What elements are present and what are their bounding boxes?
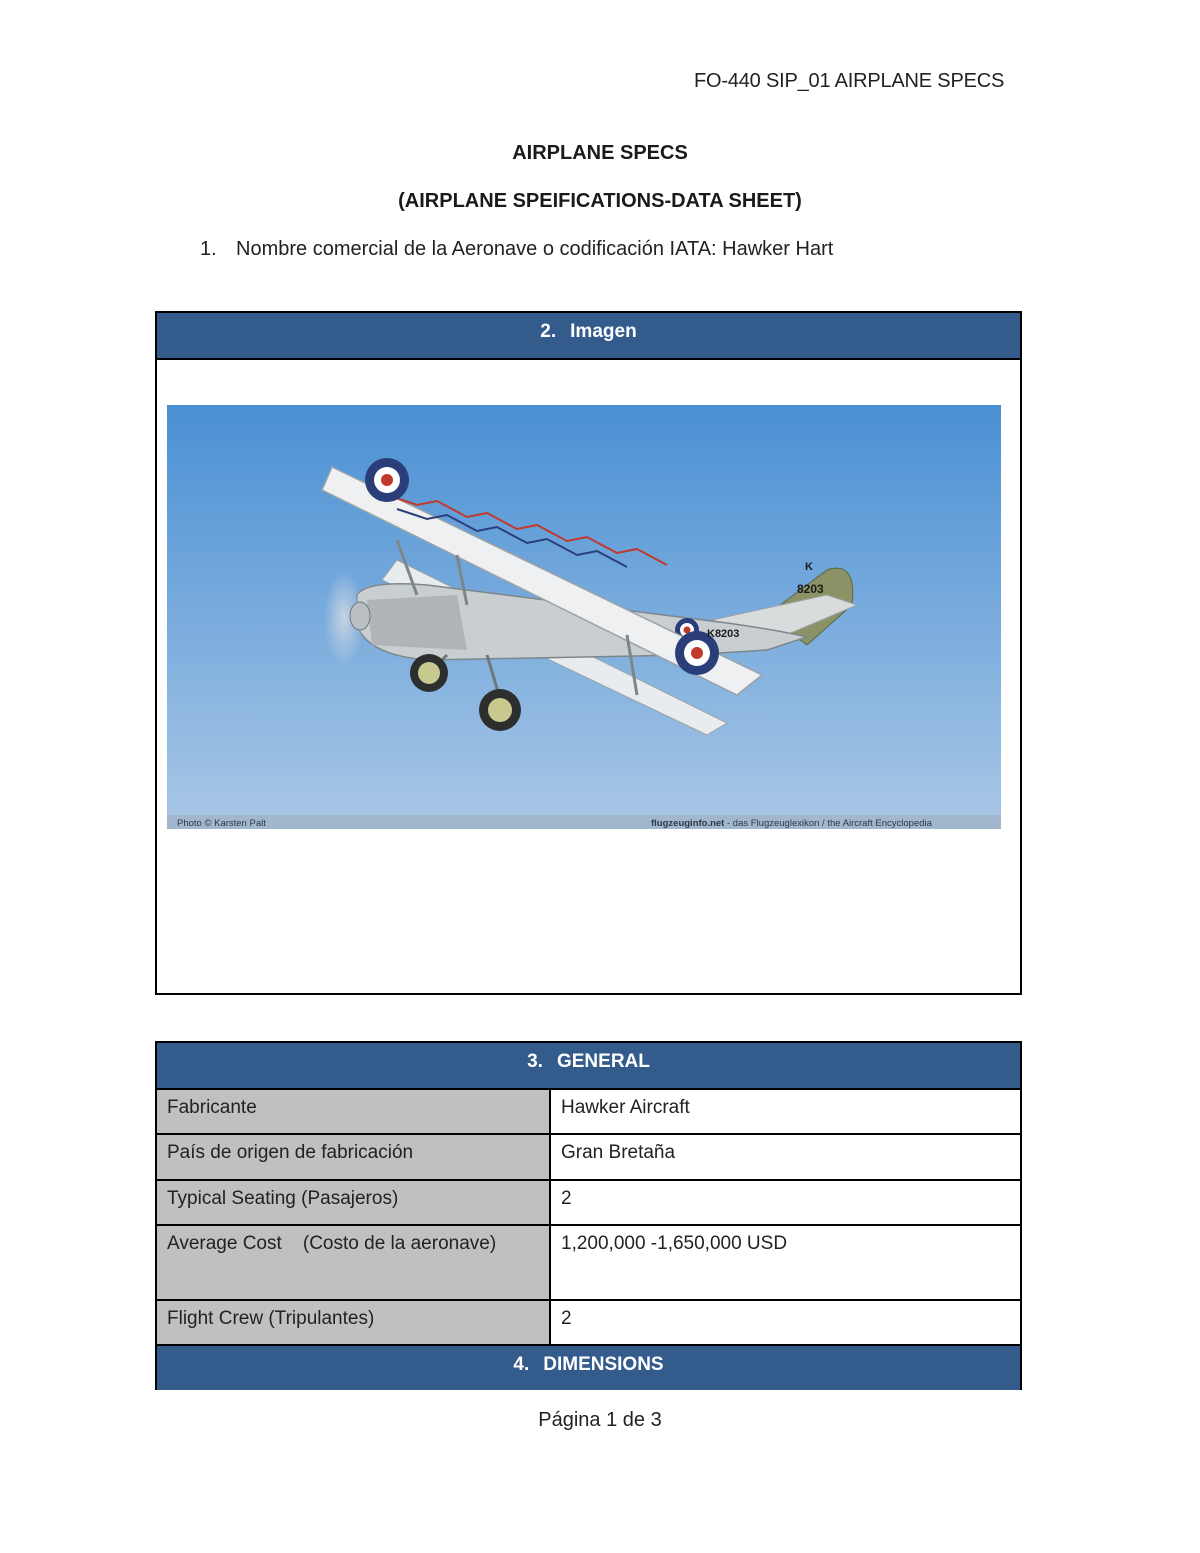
row-label: Fabricante	[157, 1090, 551, 1133]
table-row	[157, 1181, 1020, 1226]
row-value: 2	[561, 1308, 572, 1329]
section-title: DIMENSIONS	[543, 1354, 664, 1375]
propeller-spinner	[350, 602, 370, 630]
aircraft-photo	[167, 405, 1001, 829]
general-table	[155, 1041, 1022, 1390]
item-commercial-name	[200, 238, 833, 261]
section-number: 3.	[527, 1051, 543, 1072]
section-number: 2.	[540, 321, 557, 342]
table-row	[157, 1090, 1020, 1135]
item-number: 1.	[200, 238, 217, 260]
engine-cowling	[367, 595, 467, 650]
row-label: Typical Seating (Pasajeros)	[157, 1181, 551, 1224]
photo-credit: Photo © Karsten Palt	[177, 818, 266, 829]
fuselage-serial: K8203	[707, 628, 740, 640]
source-description: - das Flugzeuglexikon / the Aircraft Encyclopedia	[724, 818, 932, 829]
source-site: flugzeuginfo.net	[651, 818, 725, 829]
table-row	[157, 1226, 1020, 1301]
table-row	[157, 1301, 1020, 1346]
tail-serial: 8203	[797, 582, 824, 596]
section-header-general	[157, 1043, 1020, 1090]
section-header-dimensions	[157, 1346, 1020, 1390]
document-subtitle: (AIRPLANE SPEIFICATIONS-DATA SHEET)	[398, 190, 802, 212]
document-code: FO-440 SIP_01 AIRPLANE SPECS	[694, 70, 1005, 92]
row-label: Flight Crew (Tripulantes)	[157, 1301, 551, 1344]
hawker-hart-image	[167, 405, 1001, 829]
row-label: País de origen de fabricación	[157, 1135, 551, 1179]
section-header-image	[157, 313, 1020, 360]
row-value: Gran Bretaña	[561, 1142, 676, 1163]
row-label: Average Cost (Costo de la aeronave)	[157, 1226, 551, 1299]
document-title: AIRPLANE SPECS	[512, 142, 688, 164]
row-value: 1,200,000 -1,650,000 USD	[561, 1233, 788, 1254]
section-title: Imagen	[570, 321, 637, 342]
image-table	[155, 311, 1022, 995]
row-value: 2	[561, 1188, 572, 1209]
section-title: GENERAL	[556, 1051, 650, 1072]
table-row	[157, 1135, 1020, 1181]
item-text: Nombre comercial de la Aeronave o codificación IATA: Hawker Hart	[236, 238, 834, 260]
tail-letter: K	[805, 561, 813, 573]
section-number: 4.	[513, 1354, 530, 1375]
page-number: Página 1 de 3	[538, 1409, 662, 1431]
row-value: Hawker Aircraft	[561, 1097, 690, 1118]
source-credit	[651, 818, 933, 829]
